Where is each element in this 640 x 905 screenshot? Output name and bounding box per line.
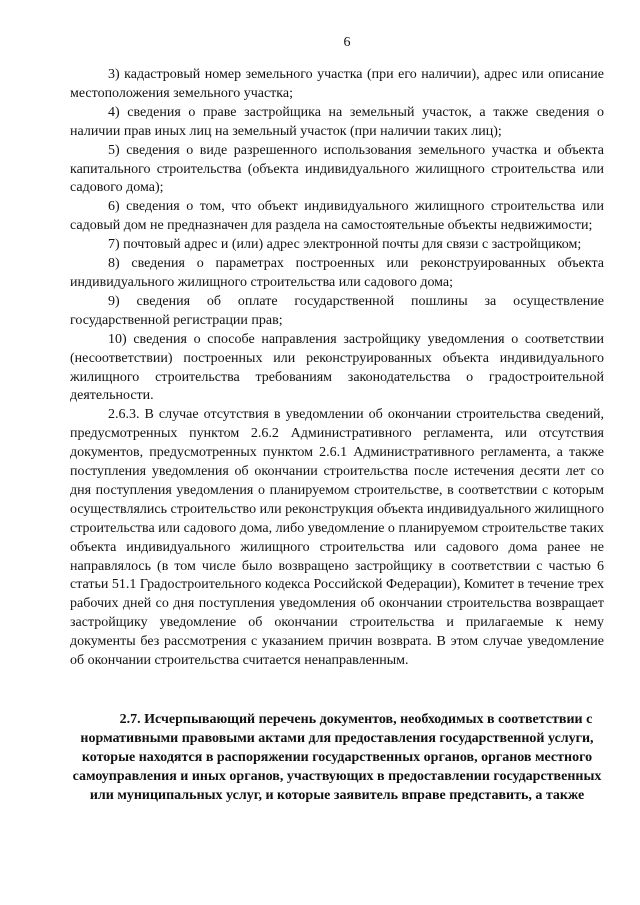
paragraph-item-7: 7) почтовый адрес и (или) адрес электронной почты для связи с застройщиком;	[108, 237, 582, 253]
page-number: 6	[343, 35, 351, 50]
paragraph-item-8: 8) сведения о параметрах построенных или реконструированных объекта индивидуального жилищного строительства или садового дома;	[70, 256, 604, 290]
paragraph-item-3: 3) кадастровый номер земельного участка (при его наличии), адрес или описание местоположения земельного участка;	[70, 67, 604, 101]
paragraph-2-6-3: 2.6.3. В случае отсутствия в уведомлении об окончании строительства сведений, предусмотренных пунктом 2.6.2 Административного регламента, или отсутствия документов, предусмотренных пунктом 2.6.1 Административного регламента, а также поступления уведомления об окончании строительства после истечения десяти лет со дня поступления уведомления о планируемом строительстве, в соответствии с которым осуществлялись строительство или реконструкция объекта индивидуального жилищного строительства или садового дома, либо уведомление о планируемом строительстве таких объекта индивидуального жилищного строительства или садового дома ранее не направлялось (в том числе было возвращено застройщику в соответствии с частью 6 статьи 51.1 Градостроительного кодекса Российской Федерации), Комитет в течение трех рабочих дней со дня поступления уведомления об окончании строительства возвращает застройщику уведомление об окончании строительства и прилагаемые к нему документы без рассмотрения с указанием причин возврата. В этом случае уведомление об окончании строительства считается ненаправленным.	[70, 407, 604, 669]
paragraph-item-10: 10) сведения о способе направления застройщику уведомления о соответствии (несоответствии) построенных или реконструированных объекта индивидуального жилищного строительства требованиям законодательства о градостроительной деятельности.	[70, 331, 604, 404]
section-heading-2-7: 2.7. Исчерпывающий перечень документов, необходимых в соответствии с нормативными правовыми актами для предоставления государственной услуги, которые находятся в распоряжении государственных органов, органов местного самоуправления и иных органов, участвующих в предоставлении государственных или муниципальных услуг, и которые заявитель вправе представить, а также	[72, 712, 602, 803]
paragraph-item-5: 5) сведения о виде разрешенного использования земельного участка и объекта капитального строительства (объекта индивидуального жилищного строительства или садового дома);	[70, 142, 604, 196]
paragraph-item-4: 4) сведения о праве застройщика на земельный участок, а также сведения о наличии прав иных лиц на земельный участок (при наличии таких лиц);	[70, 104, 604, 139]
paragraph-item-6: 6) сведения о том, что объект индивидуального жилищного строительства или садовый дом не предназначен для раздела на самостоятельные объекты недвижимости;	[70, 199, 604, 234]
paragraph-item-9: 9) сведения об оплате государственной пошлины за осуществление государственной регистрации прав;	[70, 293, 604, 328]
